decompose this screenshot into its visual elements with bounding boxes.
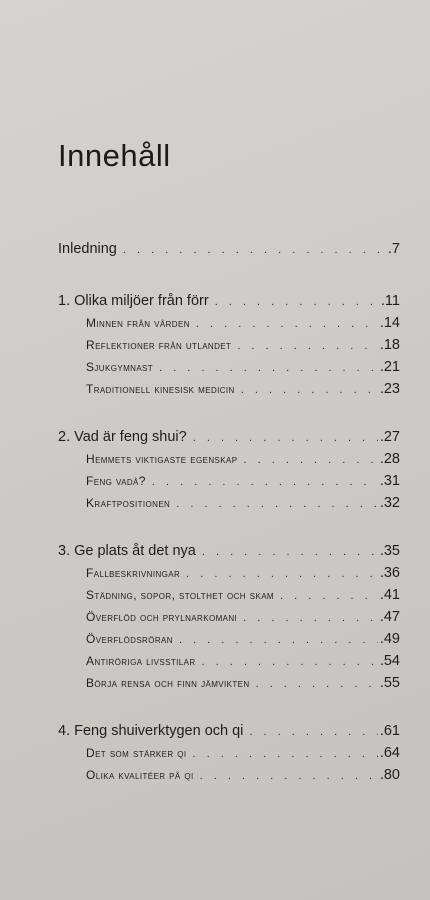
toc-entry-intro — [58, 238, 400, 260]
toc-page-number: .18 — [379, 337, 400, 353]
dot-leader — [193, 743, 378, 765]
toc-chapter-4 — [58, 720, 400, 742]
toc-section-label: Hemmets viktigaste egenskap — [86, 452, 238, 466]
dot-leader — [200, 765, 378, 787]
toc-intro-group — [58, 238, 400, 260]
toc-page-number: .54 — [379, 653, 400, 669]
toc-section-label: Antiröriga livsstilar — [86, 654, 196, 668]
dot-leader — [237, 335, 378, 357]
toc-chapter-4-group — [58, 720, 400, 786]
toc-page-number: .47 — [379, 609, 400, 625]
toc-section-label: Feng vadå? — [86, 474, 146, 488]
toc-section-label: Olika kvalitéer på qi — [86, 768, 194, 782]
toc-page-number: .14 — [379, 315, 400, 331]
dot-leader — [186, 563, 378, 585]
toc-section — [58, 492, 400, 514]
toc-section — [58, 742, 400, 764]
dot-leader — [193, 427, 378, 449]
toc-section-label: Det som stärker qi — [86, 746, 187, 760]
toc-chapter-label: 4. Feng shuiverktygen och qi — [58, 723, 244, 739]
toc-section-label: Fallbeskrivningar — [86, 566, 181, 580]
toc-chapter-2-group — [58, 426, 400, 514]
toc-chapter-label: 3. Ge plats åt det nya — [58, 543, 196, 559]
toc-page-number: .11 — [380, 293, 400, 309]
toc-section-label: Sjukgymnast — [86, 360, 154, 374]
dot-leader — [202, 541, 378, 563]
dot-leader — [179, 629, 378, 651]
dot-leader — [196, 313, 378, 335]
toc-page-number: .41 — [379, 587, 400, 603]
toc-section-label: Överflöd och prylnarkomani — [86, 610, 238, 624]
toc-chapter-2 — [58, 426, 400, 448]
toc-section-label: Överflödsröran — [86, 632, 173, 646]
toc-page-number: .36 — [379, 565, 400, 581]
dot-leader — [159, 357, 378, 379]
toc-page-number: .21 — [379, 359, 400, 375]
toc-section-label: Reflektioner från utlandet — [86, 338, 232, 352]
toc-section — [58, 356, 400, 378]
toc-chapter-label: 2. Vad är feng shui? — [58, 429, 187, 445]
dot-leader — [176, 493, 378, 515]
toc-page-number: .55 — [379, 675, 400, 691]
dot-leader — [256, 673, 378, 695]
dot-leader — [241, 379, 378, 401]
dot-leader — [243, 607, 378, 629]
toc-page-number: .23 — [379, 381, 400, 397]
dot-leader — [123, 239, 386, 261]
toc-section — [58, 470, 400, 492]
toc-section — [58, 606, 400, 628]
toc-section — [58, 584, 400, 606]
toc-page-number: .61 — [379, 723, 400, 739]
toc-chapter-label: 1. Olika miljöer från förr — [58, 293, 209, 309]
toc-page-number: .32 — [379, 495, 400, 511]
dot-leader — [152, 471, 378, 493]
toc-section — [58, 334, 400, 356]
toc-chapter-1-group — [58, 290, 400, 400]
dot-leader — [202, 651, 378, 673]
toc-section — [58, 628, 400, 650]
toc-section-label: Traditionell kinesisk medicin — [86, 382, 235, 396]
toc-page-number: .35 — [379, 543, 400, 559]
toc-section — [58, 562, 400, 584]
toc-page-number: .28 — [379, 451, 400, 467]
toc-section — [58, 672, 400, 694]
toc-section — [58, 650, 400, 672]
page-title: Innehåll — [58, 138, 171, 173]
dot-leader — [280, 585, 378, 607]
toc-section — [58, 448, 400, 470]
toc-section-label: Kraftpositionen — [86, 496, 171, 510]
toc-chapter-1 — [58, 290, 400, 312]
toc-section-label: Börja rensa och finn jämvikten — [86, 676, 250, 690]
toc-section — [58, 312, 400, 334]
toc-chapter-3 — [58, 540, 400, 562]
toc-section — [58, 378, 400, 400]
toc-page-number: .64 — [379, 745, 400, 761]
toc-entry-label: Inledning — [58, 241, 117, 257]
toc-page-number: .7 — [387, 241, 400, 257]
dot-leader — [249, 721, 377, 743]
dot-leader — [215, 291, 379, 313]
toc-page-number: .80 — [379, 767, 400, 783]
toc-section-label: Städning, sopor, stolthet och skam — [86, 588, 274, 602]
toc-page-number: .49 — [379, 631, 400, 647]
dot-leader — [244, 449, 378, 471]
toc-section-label: Minnen från vården — [86, 316, 190, 330]
toc-page-number: .27 — [379, 429, 400, 445]
toc-page-number: .31 — [379, 473, 400, 489]
table-of-contents — [58, 238, 400, 812]
toc-section — [58, 764, 400, 786]
toc-chapter-3-group — [58, 540, 400, 694]
